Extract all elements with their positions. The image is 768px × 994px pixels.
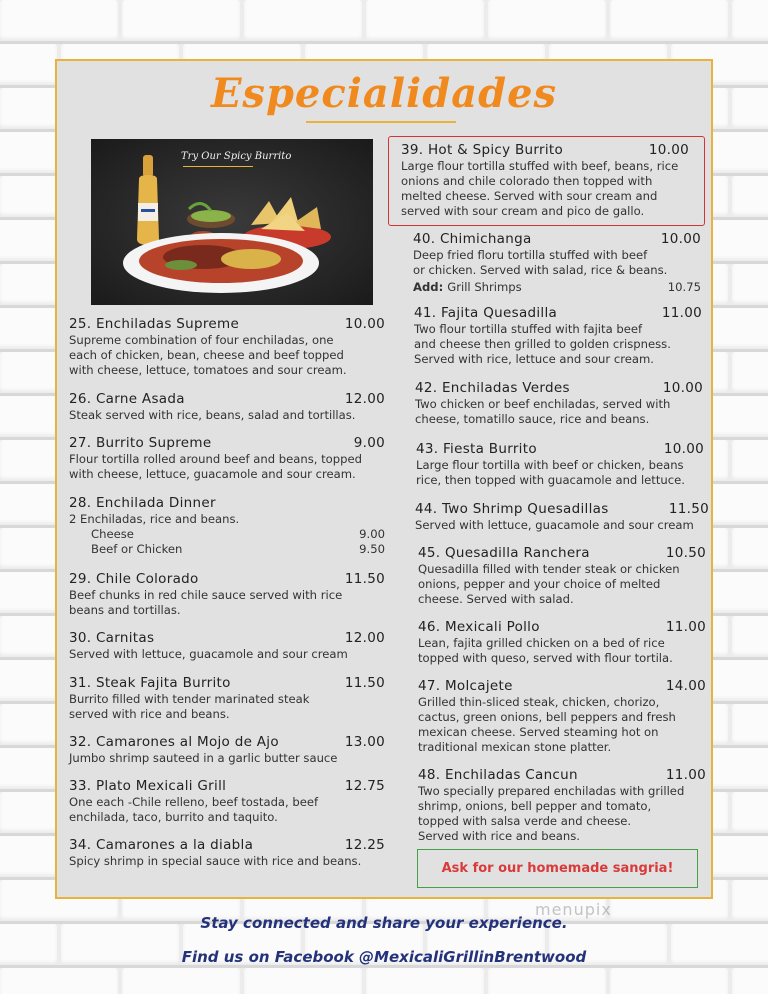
sangria-callout — [417, 849, 698, 888]
brick — [732, 352, 768, 392]
description-line: served with rice and beans. — [69, 707, 230, 721]
description-line: Served with rice and beans. — [418, 829, 580, 843]
description-line: served with sour cream and pico de gallo. — [401, 204, 645, 218]
menu-item-name: 40. Chimichanga — [413, 231, 532, 247]
menu-item-price: 14.00 — [665, 678, 706, 694]
description-line: Burrito filled with tender marinated steak — [69, 692, 310, 706]
menu-item-name: 45. Quesadilla Ranchera — [418, 545, 590, 561]
menu-item — [418, 767, 706, 844]
menu-item-header — [416, 441, 704, 457]
menu-item-price: 10.00 — [663, 441, 704, 457]
menu-item — [401, 142, 689, 219]
description-line: Jumbo shrimp sauteed in a garlic butter sauce — [69, 751, 338, 765]
description-line: One each -Chile relleno, beef tostada, beef — [69, 795, 319, 809]
option-label: Beef or Chicken — [91, 542, 183, 556]
addon-text — [413, 280, 522, 295]
menu-item — [414, 305, 702, 367]
menu-item-description — [69, 647, 385, 662]
menu-item — [69, 837, 385, 869]
description-line: Large flour tortilla stuffed with beef, beans, rice — [401, 159, 679, 173]
brick — [0, 660, 57, 700]
menu-item-name: 28. Enchilada Dinner — [69, 495, 216, 511]
menu-item-header — [418, 545, 706, 561]
beer-bottle-icon — [137, 155, 159, 245]
description-line: Deep fried floru tortilla stuffed with beef — [413, 248, 648, 262]
brick — [366, 0, 484, 40]
menu-item — [415, 380, 703, 427]
brick — [732, 968, 768, 994]
description-line: Grilled thin-sliced steak, chicken, chorizo, — [418, 695, 660, 709]
menu-item-header — [69, 391, 385, 407]
description-line: Two flour tortilla stuffed with fajita beef — [414, 322, 643, 336]
option-price: 9.50 — [359, 542, 385, 556]
brick — [732, 616, 768, 656]
menu-item-description — [69, 408, 385, 423]
menu-item — [69, 571, 385, 618]
brick-row — [0, 0, 768, 41]
brick — [244, 0, 362, 40]
description-line: with cheese, lettuce, guacamole and sour cream. — [69, 467, 356, 481]
menu-item-header — [69, 435, 385, 451]
footer-line-1: Stay connected and share your experience. — [200, 914, 568, 932]
title-underline — [306, 121, 456, 123]
menu-item-header — [69, 495, 385, 511]
description-line: topped with queso, served with flour tortila. — [418, 651, 673, 665]
menu-item — [69, 675, 385, 722]
description-line: Served with lettuce, guacamole and sour cream — [415, 518, 694, 532]
brick — [0, 572, 57, 612]
addon-name: Grill Shrimps — [447, 280, 522, 294]
brick — [732, 440, 768, 480]
menu-item-price: 11.50 — [668, 501, 709, 517]
menu-item-header — [69, 675, 385, 691]
menu-item-description — [415, 518, 709, 533]
menu-item-price: 10.00 — [648, 142, 689, 158]
description-line: topped with salsa verde and cheese. — [418, 814, 632, 828]
description-line: Lean, fajita grilled chicken on a bed of rice — [418, 636, 665, 650]
menu-item-price: 11.00 — [665, 767, 706, 783]
description-line: Spicy shrimp in special sauce with rice and beans. — [69, 854, 362, 868]
sangria-text: Ask for our homemade sangria! — [441, 861, 674, 876]
menu-item — [416, 441, 704, 488]
menu-item-name: 41. Fajita Quesadilla — [414, 305, 558, 321]
menu-item-name: 44. Two Shrimp Quesadillas — [415, 501, 609, 517]
footer-facebook-link[interactable]: Find us on Facebook @MexicaliGrillinBrentwood — [181, 948, 587, 966]
menu-item-description — [69, 333, 385, 378]
brick — [0, 836, 57, 876]
description-line: melted cheese. Served with sour cream and — [401, 189, 658, 203]
menu-item-header — [69, 316, 385, 332]
menu-item — [69, 630, 385, 662]
description-line: with cheese, lettuce, tomatoes and sour cream. — [69, 363, 347, 377]
menu-item-price: 10.50 — [665, 545, 706, 561]
menu-item-description — [69, 854, 385, 869]
menu-item-header — [69, 778, 385, 794]
menu-item-price: 10.00 — [662, 380, 703, 396]
menu-item-name: 25. Enchiladas Supreme — [69, 316, 240, 332]
description-line: Large flour tortilla with beef or chicken, beans — [416, 458, 684, 472]
description-line: Served with rice, lettuce and sour cream. — [414, 352, 654, 366]
menu-item-description — [69, 512, 385, 527]
menu-item-price: 11.00 — [661, 305, 702, 321]
menu-item-header — [401, 142, 689, 158]
brick — [610, 968, 728, 994]
menu-item-description — [401, 159, 689, 219]
menu-item-description — [418, 562, 706, 607]
menu-item-header — [69, 734, 385, 750]
brick — [0, 220, 57, 260]
menu-item-description — [415, 397, 703, 427]
menu-item-header — [418, 767, 706, 783]
description-line: Two chicken or beef enchiladas, served with — [415, 397, 671, 411]
brick — [122, 968, 240, 994]
menu-item-description — [69, 452, 385, 482]
menu-item-description — [418, 636, 706, 666]
brick — [0, 0, 118, 40]
food-photo — [91, 139, 373, 305]
menu-item-name: 29. Chile Colorado — [69, 571, 199, 587]
menu-item-header — [418, 619, 706, 635]
brick — [122, 0, 240, 40]
menu-item-header — [414, 305, 702, 321]
brick — [366, 968, 484, 994]
description-line: shrimp, onions, bell pepper and tomato, — [418, 799, 652, 813]
menu-item — [418, 678, 706, 755]
menu-item-name: 48. Enchiladas Cancun — [418, 767, 578, 783]
menu-item-description — [69, 588, 385, 618]
menu-item-name: 30. Carnitas — [69, 630, 155, 646]
menu-item-name: 31. Steak Fajita Burrito — [69, 675, 231, 691]
description-line: Flour tortilla rolled around beef and beans, topped — [69, 452, 362, 466]
description-line: Served with lettuce, guacamole and sour cream — [69, 647, 348, 661]
menu-item-header — [69, 837, 385, 853]
description-line: cheese, tomatillo sauce, rice and beans. — [415, 412, 650, 426]
description-line: 2 Enchiladas, rice and beans. — [69, 512, 240, 526]
menu-item-price: 10.00 — [660, 231, 701, 247]
menu-item — [418, 619, 706, 666]
menu-item-name: 33. Plato Mexicali Grill — [69, 778, 227, 794]
menu-item-price: 10.00 — [344, 316, 385, 332]
menu-item-description — [416, 458, 704, 488]
menu-item — [69, 316, 385, 378]
addon-price: 10.75 — [667, 280, 701, 294]
brick — [732, 792, 768, 832]
menu-item-description — [69, 795, 385, 825]
menu-item-price: 12.25 — [344, 837, 385, 853]
menu-item — [413, 231, 701, 295]
brick-row — [0, 968, 768, 994]
menu-item-name: 32. Camarones al Mojo de Ajo — [69, 734, 279, 750]
description-line: Two specially prepared enchiladas with grilled — [418, 784, 685, 798]
menu-item-header — [69, 571, 385, 587]
menu-item-header — [413, 231, 701, 247]
menu-item — [69, 495, 385, 557]
menu-item-option — [69, 542, 385, 557]
description-line: mexican cheese. Served steaming hot on — [418, 725, 659, 739]
menu-item-price: 12.00 — [344, 391, 385, 407]
brick — [732, 176, 768, 216]
description-line: traditional mexican stone platter. — [418, 740, 612, 754]
brick — [0, 132, 57, 172]
brick — [0, 308, 57, 348]
brick — [0, 968, 118, 994]
menu-item-price: 11.50 — [344, 571, 385, 587]
brick — [732, 528, 768, 568]
description-line: Supreme combination of four enchiladas, one — [69, 333, 334, 347]
description-line: and cheese then grilled to golden crispness. — [414, 337, 671, 351]
description-line: or chicken. Served with salad, rice & beans. — [413, 263, 668, 277]
menu-item-price: 12.00 — [344, 630, 385, 646]
menu-item-header — [415, 501, 709, 517]
menu-item-price: 13.00 — [344, 734, 385, 750]
description-line: rice, then topped with guacamole and lettuce. — [416, 473, 685, 487]
menu-item-header — [415, 380, 703, 396]
food-illustration — [91, 139, 373, 305]
menu-item-description — [418, 695, 706, 755]
description-line: cactus, green onions, bell peppers and fresh — [418, 710, 676, 724]
menu-item-description — [69, 751, 385, 766]
menu-item — [69, 435, 385, 482]
menu-item-description — [414, 322, 702, 367]
menu-item-description — [413, 248, 701, 278]
description-line: enchilada, taco, burrito and taquito. — [69, 810, 278, 824]
page-title: Especialidades — [210, 70, 558, 117]
photo-caption: Try Our Spicy Burrito — [181, 151, 292, 162]
menu-item-addon — [413, 280, 701, 295]
menu-item-header — [69, 630, 385, 646]
menu-item — [69, 778, 385, 825]
menu-item-name: 47. Molcajete — [418, 678, 513, 694]
menu-item-name: 26. Carne Asada — [69, 391, 185, 407]
plate-icon — [123, 233, 319, 293]
brick — [610, 0, 728, 40]
addon-label: Add: — [413, 280, 444, 294]
brick — [0, 396, 57, 436]
brick — [732, 704, 768, 744]
menu-item-price: 11.50 — [344, 675, 385, 691]
description-line: Beef chunks in red chile sauce served with rice — [69, 588, 343, 602]
watermark-logo: menupix — [535, 900, 612, 919]
menu-item — [69, 734, 385, 766]
brick — [732, 0, 768, 40]
brick — [0, 748, 57, 788]
option-label: Cheese — [91, 527, 134, 541]
menu-item-description — [418, 784, 706, 844]
menu-item-price: 12.75 — [344, 778, 385, 794]
menu-item-name: 46. Mexicali Pollo — [418, 619, 540, 635]
menu-item-description — [69, 692, 385, 722]
menu-item-price: 11.00 — [665, 619, 706, 635]
description-line: onions, pepper and your choice of melted — [418, 577, 661, 591]
description-line: cheese. Served with salad. — [418, 592, 574, 606]
menu-item — [415, 501, 709, 533]
description-line: beans and tortillas. — [69, 603, 181, 617]
menu-item-name: 27. Burrito Supreme — [69, 435, 212, 451]
menu-item — [418, 545, 706, 607]
brick — [488, 0, 606, 40]
menu-item-name: 34. Camarones a la diabla — [69, 837, 254, 853]
description-line: each of chicken, bean, cheese and beef topped — [69, 348, 344, 362]
menu-item-price: 9.00 — [353, 435, 385, 451]
menu-item-name: 39. Hot & Spicy Burrito — [401, 142, 564, 158]
brick — [732, 264, 768, 304]
option-price: 9.00 — [359, 527, 385, 541]
menu-item-name: 43. Fiesta Burrito — [416, 441, 537, 457]
description-line: onions and chile colorado then topped with — [401, 174, 653, 188]
description-line: Quesadilla filled with tender steak or chicken — [418, 562, 680, 576]
description-line: Steak served with rice, beans, salad and tortillas. — [69, 408, 356, 422]
menu-item-header — [418, 678, 706, 694]
brick — [244, 968, 362, 994]
menu-item-name: 42. Enchiladas Verdes — [415, 380, 570, 396]
menu-item — [69, 391, 385, 423]
menu-item-option — [69, 527, 385, 542]
brick — [488, 968, 606, 994]
brick — [0, 484, 57, 524]
